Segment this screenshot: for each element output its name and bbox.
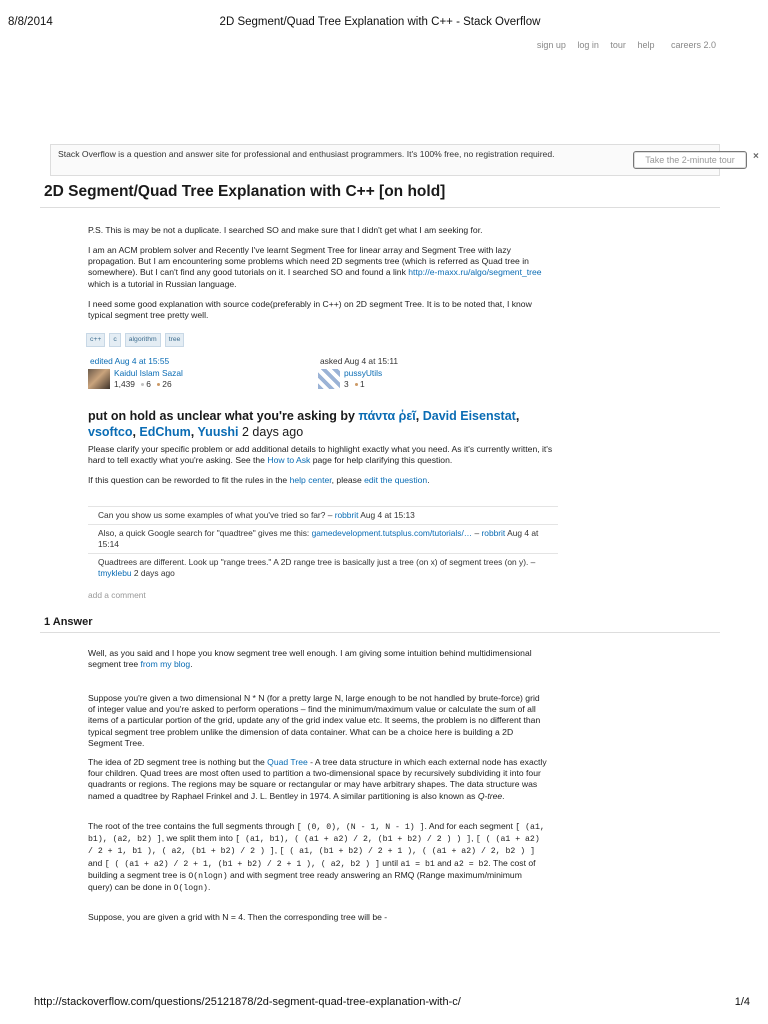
p4-text: , (471, 833, 476, 844)
question-title[interactable]: 2D Segment/Quad Tree Explanation with C++ [on hold] (44, 183, 446, 200)
on-hold-explanation (88, 444, 558, 466)
print-page-title: 2D Segment/Quad Tree Explanation with C++ - Stack Overflow (219, 16, 541, 28)
asker-name[interactable]: pussyUtils (344, 368, 383, 378)
bronze-badge-icon (355, 383, 358, 386)
editor-silver-count: 6 (146, 379, 151, 389)
code-span: O(nlogn) (188, 871, 228, 881)
edited-signature (88, 356, 288, 392)
on-hold-reword (88, 475, 558, 486)
tag-algorithm[interactable]: algorithm (125, 333, 161, 347)
answer-p3-end: . (502, 790, 505, 801)
separator: , (415, 409, 423, 423)
print-header (8, 16, 752, 30)
tag-c[interactable]: c (109, 333, 120, 347)
on-hold-prefix: put on hold as unclear what you're asking by (88, 409, 359, 423)
answer-p1-end: . (190, 659, 193, 670)
comment-time: 2 days ago (131, 568, 175, 578)
answer-paragraph-5: Suppose, you are given a grid with N = 4. Then the corresponding tree will be - (88, 912, 388, 922)
p4-text: The root of the tree contains the full segments through (88, 821, 297, 831)
title-divider (40, 207, 720, 208)
print-footer (34, 996, 750, 1010)
print-page-number: 1/4 (734, 996, 750, 1008)
comment-item (88, 506, 558, 524)
p4-text: . (207, 882, 211, 893)
answers-divider (40, 632, 720, 633)
avatar[interactable] (88, 369, 110, 389)
silver-badge-icon (141, 383, 144, 386)
help-center-link[interactable]: help center (289, 475, 332, 485)
comment-text: Can you show us some examples of what you've tried so far? – (98, 510, 335, 520)
code-span: [ (a1, b1), ( (a1 + a2) / 2, (b1 + b2) / 2 ) ) ] (235, 835, 472, 845)
print-url: http://stackoverflow.com/questions/25121878/2d-segment-quad-tree-explanation-with-c/ (34, 996, 461, 1008)
take-tour-button[interactable]: Take the 2-minute tour (633, 151, 747, 169)
tour-link[interactable]: tour (610, 40, 626, 50)
editor-bronze-count: 26 (162, 379, 172, 389)
code-span: [ (a1, b1), (a2, b2) ] (88, 823, 545, 845)
answers-heading: 1 Answer (44, 616, 93, 628)
question-paragraph-2 (88, 245, 558, 290)
edit-question-link[interactable]: edit the question (364, 475, 428, 485)
answer-paragraph-4 (88, 821, 548, 894)
answer-p3-text-b: - A tree data structure in which each external node has exactly four children. Quad trees are most often used to partition a two-dimensional space by recursively subdividing it into four quadrants or regions. The regions may be square or rectangular or may have arbitrary shapes. The data structure was named a quadtree by Raphael Frinkel and J. L. Bentley in 1974. A similar partitioning is also known as (88, 757, 547, 801)
edited-timestamp[interactable]: edited Aug 4 at 15:55 (90, 356, 170, 366)
code-span: a2 = b2 (453, 859, 489, 869)
code-span: [ ( a1, (b1 + b2) / 2 + 1 ), ( (a1 + a2) / 2, b2 ) ] (279, 847, 535, 857)
bronze-badge-icon (157, 383, 160, 386)
closer-user-5[interactable]: Yuushi (197, 425, 239, 439)
comment-user[interactable]: robbrit (481, 528, 506, 538)
print-date: 8/8/2014 (8, 16, 53, 28)
p4-text: and with segment tree ready answering an RMQ (Range maximum/minimum query) can be done in (88, 869, 522, 893)
question-p2-text: I am an ACM problem solver and Recently I've learnt Segment Tree for linear array and Segment Tree with lazy propagation. But I am encountering some problems which need 2D segments tree (which is referred as Quad tree in somewhere). But I can't find any good tutorials on it. I searched SO and found a link (88, 245, 529, 278)
comment-text: Quadtrees are different. Look up "range trees." A 2D range tree is basically just a tree (on x) of segment trees (on y). – (98, 557, 536, 567)
closer-user-1[interactable]: πάντα ῥεῖ (358, 409, 416, 423)
closer-user-3[interactable]: vsoftco (88, 425, 133, 439)
closer-user-2[interactable]: David Eisenstat (422, 409, 516, 423)
code-span: O(logn) (173, 884, 208, 894)
avatar[interactable] (318, 369, 340, 389)
e-maxx-link[interactable]: http://e-maxx.ru/algo/segment_tree (408, 267, 542, 278)
question-paragraph-1: P.S. This is may be not a duplicate. I searched SO and make sure that I didn't get what I am seeking for. (88, 225, 483, 235)
separator: , (132, 425, 140, 439)
hold-p1-text: Please clarify your specific problem or add additional details to highlight exactly what you need. As it's currently written, it's hard to tell exactly what you're asking. See the (88, 444, 553, 466)
help-link[interactable]: help (637, 40, 655, 50)
editor-reputation (114, 379, 172, 390)
asked-timestamp: asked Aug 4 at 15:11 (320, 356, 399, 366)
p4-text: and (88, 857, 105, 868)
separator: , (515, 409, 520, 423)
hold-p2-text: If this question can be reworded to fit the rules in the (88, 475, 290, 485)
hold-p2-end: . (427, 475, 430, 485)
closer-user-4[interactable]: EdChum (139, 425, 191, 439)
comment-user[interactable]: tmyklebu (98, 568, 132, 578)
quad-tree-link[interactable]: Quad Tree (267, 757, 308, 767)
comment-link[interactable]: gamedevelopment.tutsplus.com/tutorials/… (311, 528, 473, 538)
p4-text: . The cost of building a segment tree is (88, 857, 536, 880)
how-to-ask-link[interactable]: How to Ask (267, 455, 311, 466)
code-span: [ ( (a1 + a2) / 2 + 1, (b1 + b2) / 2 + 1 ), ( a2, b2 ) ] (104, 859, 380, 869)
p4-text: , we split them into (161, 833, 236, 844)
top-nav (528, 40, 716, 50)
add-comment-link[interactable]: add a comment (88, 590, 146, 600)
hold-p2-mid: , please (331, 475, 365, 485)
p4-text: , (274, 845, 280, 856)
comment-dash: – (472, 528, 482, 538)
comment-time: Aug 4 at 15:14 (98, 528, 539, 549)
on-hold-heading (88, 408, 548, 440)
answer-paragraph-1 (88, 648, 548, 670)
q-tree-term: Q-tree (477, 790, 503, 801)
separator: , (190, 425, 198, 439)
answer-paragraph-3 (88, 757, 548, 802)
blog-link[interactable]: from my blog (140, 659, 191, 670)
tag-tree[interactable]: tree (165, 333, 185, 347)
asker-bronze-count: 1 (360, 379, 365, 389)
comment-item (88, 553, 558, 582)
comment-user[interactable]: robbrit (334, 510, 359, 520)
on-hold-time: 2 days ago (238, 425, 304, 439)
comment-list (88, 506, 558, 582)
p4-text: . And for each segment (424, 821, 516, 831)
code-span: [ ( (a1 + a2) / 2 + 1, b1 ), ( a2, (b1 + b2) / 2 ) ] (88, 835, 540, 857)
answer-p1-text: Well, as you said and I hope you know segment tree well enough. I am giving some intuition behind multidimensional segment tree (88, 648, 532, 670)
careers-link[interactable]: careers 2.0 (670, 40, 716, 50)
login-link[interactable]: log in (577, 40, 599, 50)
asker-reputation (344, 379, 365, 390)
p4-text: and (434, 857, 454, 868)
p4-text: until (379, 857, 401, 868)
comment-text: Also, a quick Google search for "quadtree" gives me this: (98, 528, 312, 538)
notice-text: Stack Overflow is a question and answer site for professional and enthusiast programmers. It's 100% free, no registration required. (58, 149, 555, 159)
tag-cpp[interactable]: c++ (86, 333, 105, 347)
signup-link[interactable]: sign up (536, 40, 566, 50)
answer-p3-text: The idea of 2D segment tree is nothing but the (88, 757, 268, 767)
question-paragraph-3: I need some good explanation with source code(preferably in C++) on 2D segment Tree. It is to be noted that, I know typical segment tree pretty well. (88, 299, 532, 321)
comment-time: Aug 4 at 15:13 (358, 510, 415, 520)
comment-item (88, 524, 558, 553)
hold-p1-text-end: page for help clarifying this question. (310, 455, 453, 466)
welcome-notice (50, 144, 759, 176)
code-span: a1 = b1 (400, 859, 435, 869)
editor-rep: 1,439 (114, 379, 135, 389)
close-icon[interactable]: × (753, 151, 759, 162)
editor-name[interactable]: Kaidul Islam Sazal (114, 368, 183, 378)
code-span: [ (0, 0), (N - 1, N - 1) ] (296, 823, 425, 832)
question-p2-text-end: which is a tutorial in Russian language. (88, 278, 237, 289)
asker-rep: 3 (344, 379, 349, 389)
answer-paragraph-2: Suppose you're given a two dimensional N * N (for a pretty large N, large enough to be not handled by brute-force) grid of integer value and you're asked to perform operations – find the minimum/maximum value or calculate the sum of all items of a particular portion of the grid, update any of the grid index value etc. It seems, the problem is no different than typical segment tree problem unlike the dimension of data container. What can be a choice here is building a 2D Segment Tree. (88, 693, 541, 748)
tag-list (86, 333, 184, 347)
asked-signature (318, 356, 518, 392)
